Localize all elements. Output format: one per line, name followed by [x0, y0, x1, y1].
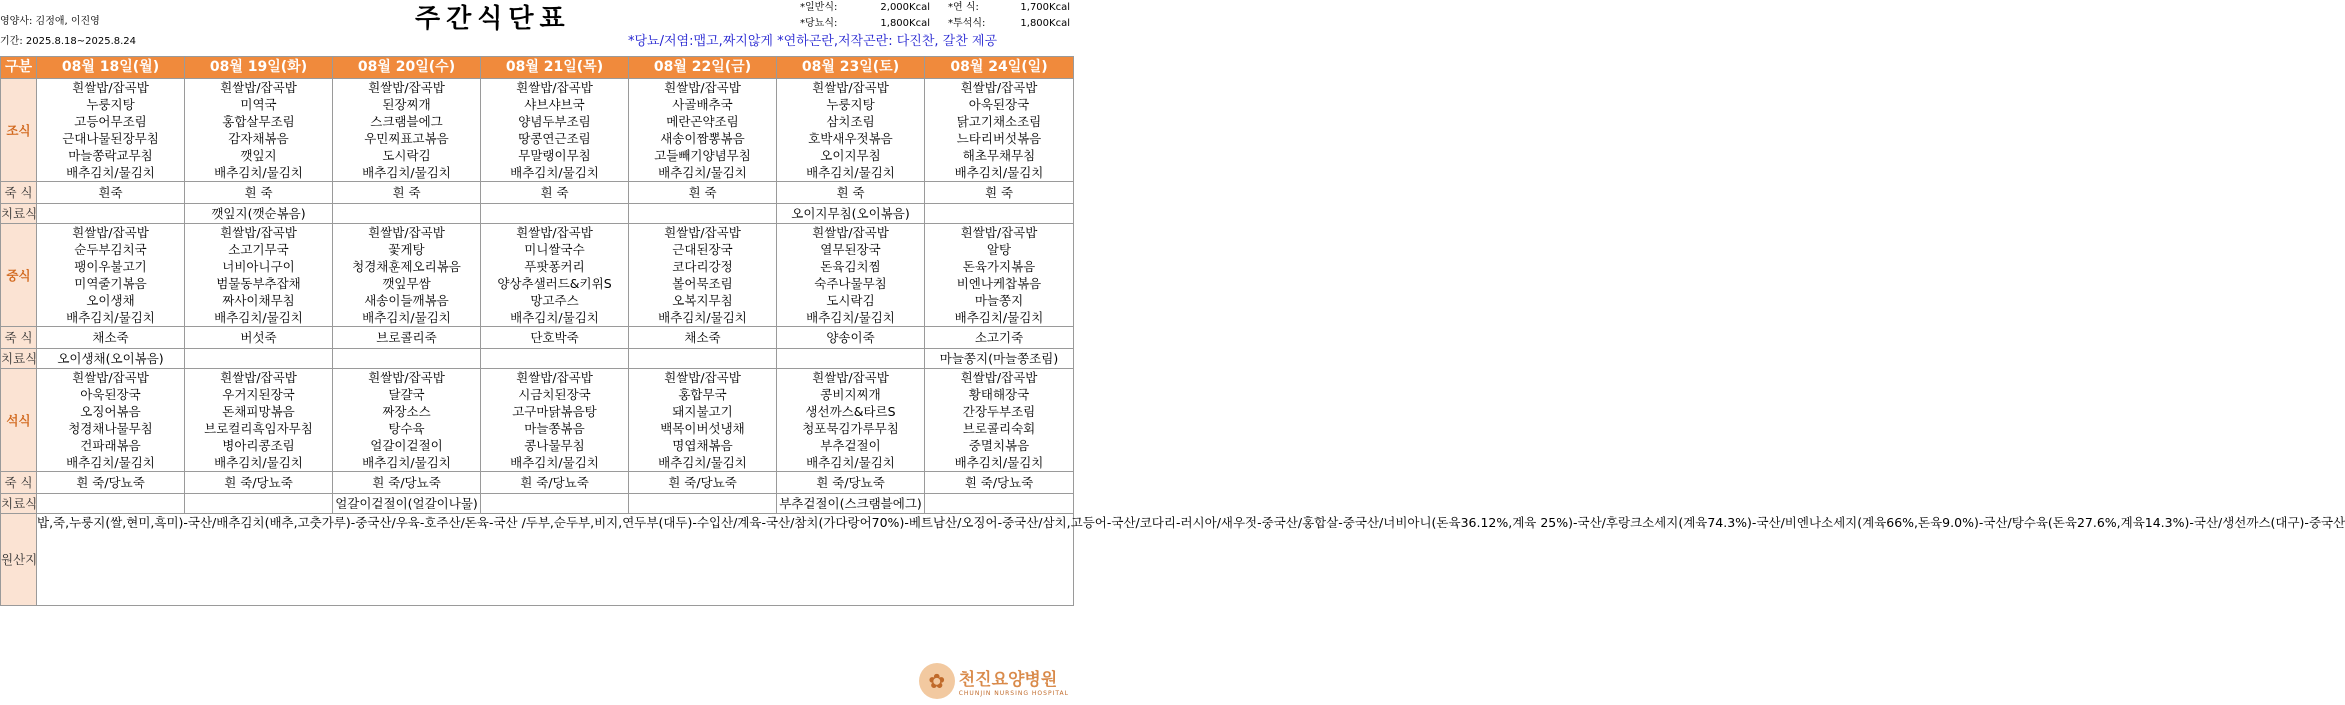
menu-item: 근대나물된장무침: [62, 131, 159, 146]
day-menu-cell: [629, 224, 777, 327]
kcal-block-left: *일반식: 2,000Kcal *당뇨식: 1,800Kcal: [800, 2, 930, 29]
menu-item: 아욱된장국: [80, 387, 141, 402]
hospital-name: 천진요양병원: [958, 670, 1058, 690]
menu-item: 깻잎지: [240, 148, 277, 163]
day-menu-cell: [37, 369, 185, 472]
day-menu-cell: [925, 79, 1074, 182]
page-header: [0, 0, 1073, 56]
menu-item: 열무된장국: [820, 242, 881, 257]
day-header: 08월 18일(월): [37, 57, 185, 79]
porridge-cell: 소고기죽: [925, 327, 1074, 349]
menu-item: 청경채훈제오리볶음: [352, 259, 461, 274]
therapy-cell: [629, 494, 777, 514]
therapy-cell: [629, 349, 777, 369]
menu-item: 배추김치/물김치: [362, 310, 451, 325]
menu-item: 배추김치/물김치: [362, 455, 451, 470]
porridge-cell: 흰 죽: [185, 182, 333, 204]
menu-item: 중멸치볶음: [968, 438, 1030, 453]
porridge-cell: 채소죽: [37, 327, 185, 349]
day-menu-cell: [481, 224, 629, 327]
day-menu-cell: [777, 224, 925, 327]
origin-text: 밥,죽,누룽지(쌀,현미,흑미)-국산/배추김치(배추,고춧가루)-중국산/우육-호주산/돈육-국산 /두부,순두부,비지,연두부(대두)-수입산/계육-국산/참치(가다랑어70%)-베트남산/오징어-중국산/삼치,고등어-국산/코다리-러시아/새우젓-중국산/홍합살-중국산/너비아니(돈육36.12%,계육 25%)-국산/후랑크소세지(계육74.3%)-국산/비엔나소세지(계육66%,돈육9.0%)-국산/탕수육(돈육27.6%,계육14.3%)-국산/생선까스(대구)-중국산: [37, 514, 1074, 606]
origin-label: 원산지: [1, 514, 37, 606]
menu-item: 흰쌀밥/잡곡밥: [220, 370, 297, 385]
day-menu-cell: [629, 369, 777, 472]
menu-item: 흰쌀밥/잡곡밥: [516, 370, 593, 385]
menu-item: 짜사이채무침: [222, 293, 295, 308]
tree-icon: ✿: [919, 663, 955, 699]
menu-item: 배추김치/물김치: [658, 310, 747, 325]
menu-item: 얼갈이겉절이: [370, 438, 443, 453]
menu-item: 간장두부조림: [962, 404, 1036, 419]
therapy-cell: 깻잎지(깻순볶음): [185, 204, 333, 224]
menu-item: 흰쌀밥/잡곡밥: [72, 80, 149, 95]
menu-item: 흰쌀밥/잡곡밥: [72, 225, 149, 240]
menu-item: 흰쌀밥/잡곡밥: [960, 80, 1038, 95]
therapy-label: 치료식: [1, 494, 37, 514]
porridge-cell: 흰 죽: [481, 182, 629, 204]
menu-item: 숙주나물무침: [814, 276, 887, 291]
menu-item: 돈육가지볶음: [962, 259, 1036, 274]
menu-item: 무말랭이무침: [518, 148, 591, 163]
menu-item: 닭고기채소조림: [956, 114, 1042, 129]
porridge-cell: 흰 죽/당뇨죽: [37, 472, 185, 494]
therapy-cell: [925, 494, 1074, 514]
menu-item: 근대된장국: [672, 242, 733, 257]
porridge-cell: 흰 죽: [629, 182, 777, 204]
dinner-therapy-row: [1, 494, 1074, 514]
menu-item: 브로콜리숙회: [962, 421, 1036, 436]
menu-item: 부추겉절이: [820, 438, 881, 453]
menu-item: 마늘쫑지: [974, 293, 1024, 308]
day-menu-cell: [925, 369, 1074, 472]
day-menu-cell: [333, 224, 481, 327]
menu-item: 너비아니구이: [222, 259, 295, 274]
menu-item: 흰쌀밥/잡곡밥: [812, 225, 889, 240]
porridge-cell: 흰 죽/당뇨죽: [333, 472, 481, 494]
menu-item: 마늘쫑볶음: [524, 421, 585, 436]
menu-item: 콩비지찌개: [820, 387, 881, 402]
menu-item: 배추김치/물김치: [954, 310, 1044, 325]
menu-item: 황태해장국: [968, 387, 1030, 402]
breakfast-row: [1, 79, 1074, 182]
day-menu-cell: [37, 79, 185, 182]
porridge-cell: 버섯죽: [185, 327, 333, 349]
therapy-cell: [481, 494, 629, 514]
menu-item: 사골배추국: [672, 97, 733, 112]
menu-item: 누룽지탕: [826, 97, 875, 112]
therapy-label: 치료식: [1, 349, 37, 369]
porridge-label: 죽 식: [1, 327, 37, 349]
menu-item: 홍합무국: [678, 387, 727, 402]
day-menu-cell: [481, 369, 629, 472]
menu-item: 콩나물무침: [524, 438, 585, 453]
menu-item: 양념두부조림: [518, 114, 591, 129]
menu-item: 흰쌀밥/잡곡밥: [664, 370, 741, 385]
menu-item: 건파래볶음: [80, 438, 141, 453]
menu-item: 흰쌀밥/잡곡밥: [664, 80, 741, 95]
menu-item: 흰쌀밥/잡곡밥: [72, 370, 149, 385]
lunch-row: [1, 224, 1074, 327]
menu-item: 꽃게탕: [388, 242, 425, 257]
therapy-cell: [333, 204, 481, 224]
meal-label-lunch: 중식: [1, 224, 37, 327]
day-menu-cell: [333, 79, 481, 182]
menu-item: 오이생채: [86, 293, 135, 308]
page-title: 주간식단표: [415, 4, 571, 34]
porridge-cell: 단호박죽: [481, 327, 629, 349]
menu-item: 마늘쫑락교무침: [68, 148, 153, 163]
menu-item: 짜장소스: [382, 404, 431, 419]
menu-item: 메란곤약조림: [666, 114, 739, 129]
menu-item: 알탕: [986, 242, 1012, 257]
menu-item: 비엔나케찹볶음: [956, 276, 1042, 291]
menu-item: 배추김치/물김치: [362, 165, 451, 180]
menu-item: 배추김치/물김치: [806, 165, 895, 180]
menu-item: 흰쌀밥/잡곡밥: [368, 225, 445, 240]
menu-item: 배추김치/물김치: [954, 455, 1044, 470]
menu-item: 땅콩연근조림: [518, 131, 591, 146]
menu-item: 배추김치/물김치: [510, 165, 599, 180]
menu-item: 흰쌀밥/잡곡밥: [812, 370, 889, 385]
porridge-cell: 흰 죽: [333, 182, 481, 204]
menu-item: 미니쌀국수: [524, 242, 585, 257]
origin-row: [1, 514, 1074, 606]
menu-item: 양상추샐러드&키위S: [497, 276, 612, 291]
menu-item: 배추김치/물김치: [806, 455, 895, 470]
porridge-cell: 흰 죽: [777, 182, 925, 204]
day-menu-cell: [333, 369, 481, 472]
menu-item: 흰쌀밥/잡곡밥: [368, 80, 445, 95]
porridge-cell: 흰 죽/당뇨죽: [185, 472, 333, 494]
day-menu-cell: [185, 224, 333, 327]
porridge-label: 죽 식: [1, 182, 37, 204]
menu-item: 해초무채무침: [962, 148, 1036, 163]
hospital-logo: [919, 663, 1069, 699]
menu-item: 흰쌀밥/잡곡밥: [220, 225, 297, 240]
day-menu-cell: [629, 79, 777, 182]
porridge-cell: 양송이죽: [777, 327, 925, 349]
menu-item: 백목이버섯냉채: [660, 421, 745, 436]
dinner-row: [1, 369, 1074, 472]
hospital-name-en: CHUNJIN NURSING HOSPITAL: [958, 690, 1069, 697]
day-menu-cell: [777, 79, 925, 182]
menu-item: 흰쌀밥/잡곡밥: [516, 225, 593, 240]
menu-item: 배추김치/물김치: [510, 455, 599, 470]
menu-item: 홍합살무조림: [222, 114, 295, 129]
menu-item: 푸팟퐁커리: [524, 259, 585, 274]
menu-item: 우거지된장국: [222, 387, 295, 402]
porridge-cell: 흰 죽: [925, 182, 1074, 204]
menu-item: 미역줄기볶음: [74, 276, 147, 291]
therapy-cell: 얼갈이겉절이(얼갈이나물): [333, 494, 481, 514]
menu-item: 흰쌀밥/잡곡밥: [516, 80, 593, 95]
therapy-cell: [481, 204, 629, 224]
menu-item: 도시락김: [382, 148, 431, 163]
day-header: 08월 21일(목): [481, 57, 629, 79]
menu-item: 오복지무침: [672, 293, 733, 308]
day-menu-cell: [185, 79, 333, 182]
therapy-cell: [777, 349, 925, 369]
menu-item: 흰쌀밥/잡곡밥: [664, 225, 741, 240]
therapy-cell: [37, 494, 185, 514]
therapy-cell: [333, 349, 481, 369]
therapy-cell: [185, 494, 333, 514]
day-header: 08월 19일(화): [185, 57, 333, 79]
menu-item: 순두부김치국: [74, 242, 147, 257]
menu-item: 배추김치/물김치: [954, 165, 1044, 180]
meal-label-dinner: 석식: [1, 369, 37, 472]
day-header: 08월 24일(일): [925, 57, 1074, 79]
porridge-cell: 흰죽: [37, 182, 185, 204]
day-menu-cell: [37, 224, 185, 327]
menu-period: 기간: 2025.8.18~2025.8.24: [0, 36, 137, 47]
gubun-header: 구분: [1, 57, 37, 79]
therapy-cell: [37, 204, 185, 224]
menu-item: 브로컬리흑임자무침: [204, 421, 313, 436]
therapy-cell: 부추겉절이(스크램블에그): [777, 494, 925, 514]
menu-item: 시금치된장국: [518, 387, 591, 402]
menu-item: 배추김치/물김치: [806, 310, 895, 325]
menu-item: 소고기무국: [228, 242, 289, 257]
therapy-cell: [481, 349, 629, 369]
porridge-cell: 채소죽: [629, 327, 777, 349]
therapy-cell: [185, 349, 333, 369]
menu-item: 샤브샤브국: [524, 97, 585, 112]
menu-item: 깻잎무쌈: [382, 276, 431, 291]
therapy-label: 치료식: [1, 204, 37, 224]
porridge-cell: 브로콜리죽: [333, 327, 481, 349]
menu-item: 팽이우불고기: [74, 259, 147, 274]
kcal-block-right: *연 식: 1,700Kcal *투석식: 1,800Kcal: [948, 2, 1070, 29]
menu-item: 흰쌀밥/잡곡밥: [960, 225, 1038, 240]
menu-item: 배추김치/물김치: [214, 310, 303, 325]
porridge-cell: 흰 죽/당뇨죽: [481, 472, 629, 494]
dinner-porridge-row: [1, 472, 1074, 494]
menu-item: 배추김치/물김치: [510, 310, 599, 325]
menu-item: 오징어볶음: [80, 404, 141, 419]
menu-item: 흰쌀밥/잡곡밥: [368, 370, 445, 385]
porridge-cell: 흰 죽/당뇨죽: [925, 472, 1074, 494]
menu-item: 고구마닭볶음탕: [512, 404, 597, 419]
menu-item: 명엽채볶음: [672, 438, 733, 453]
menu-item: 배추김치/물김치: [66, 165, 155, 180]
porridge-label: 죽 식: [1, 472, 37, 494]
menu-item: 배추김치/물김치: [66, 455, 155, 470]
porridge-cell: 흰 죽/당뇨죽: [777, 472, 925, 494]
menu-item: 삼치조림: [826, 114, 875, 129]
menu-item: 망고주스: [530, 293, 579, 308]
meal-label-breakfast: 조식: [1, 79, 37, 182]
menu-item: 범물동부추잡채: [216, 276, 301, 291]
menu-item: 볼어묵조림: [672, 276, 733, 291]
menu-item: 스크램블에그: [370, 114, 443, 129]
day-menu-cell: [777, 369, 925, 472]
menu-item: 생선까스&타르S: [805, 404, 896, 419]
menu-item: 우민찌표고볶음: [364, 131, 449, 146]
weekly-menu-table: [0, 56, 2345, 606]
menu-item: 배추김치/물김치: [214, 455, 303, 470]
menu-item: 고들빼기양념무침: [654, 148, 751, 163]
menu-item: 배추김치/물김치: [658, 165, 747, 180]
therapy-cell: [925, 204, 1074, 224]
menu-item: 청경채나물무침: [68, 421, 153, 436]
menu-item: 된장찌개: [382, 97, 431, 112]
lunch-therapy-row: [1, 349, 1074, 369]
lunch-porridge-row: [1, 327, 1074, 349]
menu-item: 아욱된장국: [968, 97, 1030, 112]
day-menu-cell: [481, 79, 629, 182]
diet-notice: *당뇨/저염:맵고,짜지않게 *연하곤란,저작곤란: 다진찬, 갈찬 제공: [628, 34, 998, 49]
menu-item: 배추김치/물김치: [214, 165, 303, 180]
menu-item: 돈육김치찜: [820, 259, 881, 274]
menu-item: 흰쌀밥/잡곡밥: [812, 80, 889, 95]
breakfast-therapy-row: [1, 204, 1074, 224]
menu-item: 병아리콩조림: [222, 438, 295, 453]
therapy-cell: [629, 204, 777, 224]
menu-item: 도시락김: [826, 293, 875, 308]
therapy-cell: 오이생채(오이볶음): [37, 349, 185, 369]
menu-item: 오이지무침: [820, 148, 881, 163]
menu-item: 돈채피망볶음: [222, 404, 295, 419]
breakfast-porridge-row: [1, 182, 1074, 204]
day-header: 08월 20일(수): [333, 57, 481, 79]
menu-item: 배추김치/물김치: [658, 455, 747, 470]
menu-item: 느타리버섯볶음: [956, 131, 1042, 146]
day-header: 08월 22일(금): [629, 57, 777, 79]
day-header: 08월 23일(토): [777, 57, 925, 79]
menu-item: 새송이짬뽕볶음: [660, 131, 745, 146]
porridge-cell: 흰 죽/당뇨죽: [629, 472, 777, 494]
menu-item: 감자채볶음: [228, 131, 289, 146]
menu-item: 새송이들깨볶음: [364, 293, 449, 308]
therapy-cell: 마늘쫑지(마늘쫑조림): [925, 349, 1074, 369]
menu-item: 흰쌀밥/잡곡밥: [960, 370, 1038, 385]
menu-item: 청포묵김가루무침: [802, 421, 899, 436]
menu-item: 흰쌀밥/잡곡밥: [220, 80, 297, 95]
menu-item: 고등어무조림: [74, 114, 147, 129]
day-menu-cell: [185, 369, 333, 472]
menu-item: 호박새우젓볶음: [808, 131, 893, 146]
menu-item: 달걀국: [388, 387, 425, 402]
menu-item: 돼지불고기: [672, 404, 733, 419]
menu-item: 코다리강정: [672, 259, 733, 274]
menu-item: 배추김치/물김치: [66, 310, 155, 325]
menu-item: 미역국: [240, 97, 277, 112]
menu-item: 탕수육: [388, 421, 425, 436]
therapy-cell: 오이지무침(오이볶음): [777, 204, 925, 224]
menu-item: 누룽지탕: [86, 97, 135, 112]
day-menu-cell: [925, 224, 1074, 327]
dietitian-names: 영양사: 김정애, 이진영: [0, 16, 100, 27]
